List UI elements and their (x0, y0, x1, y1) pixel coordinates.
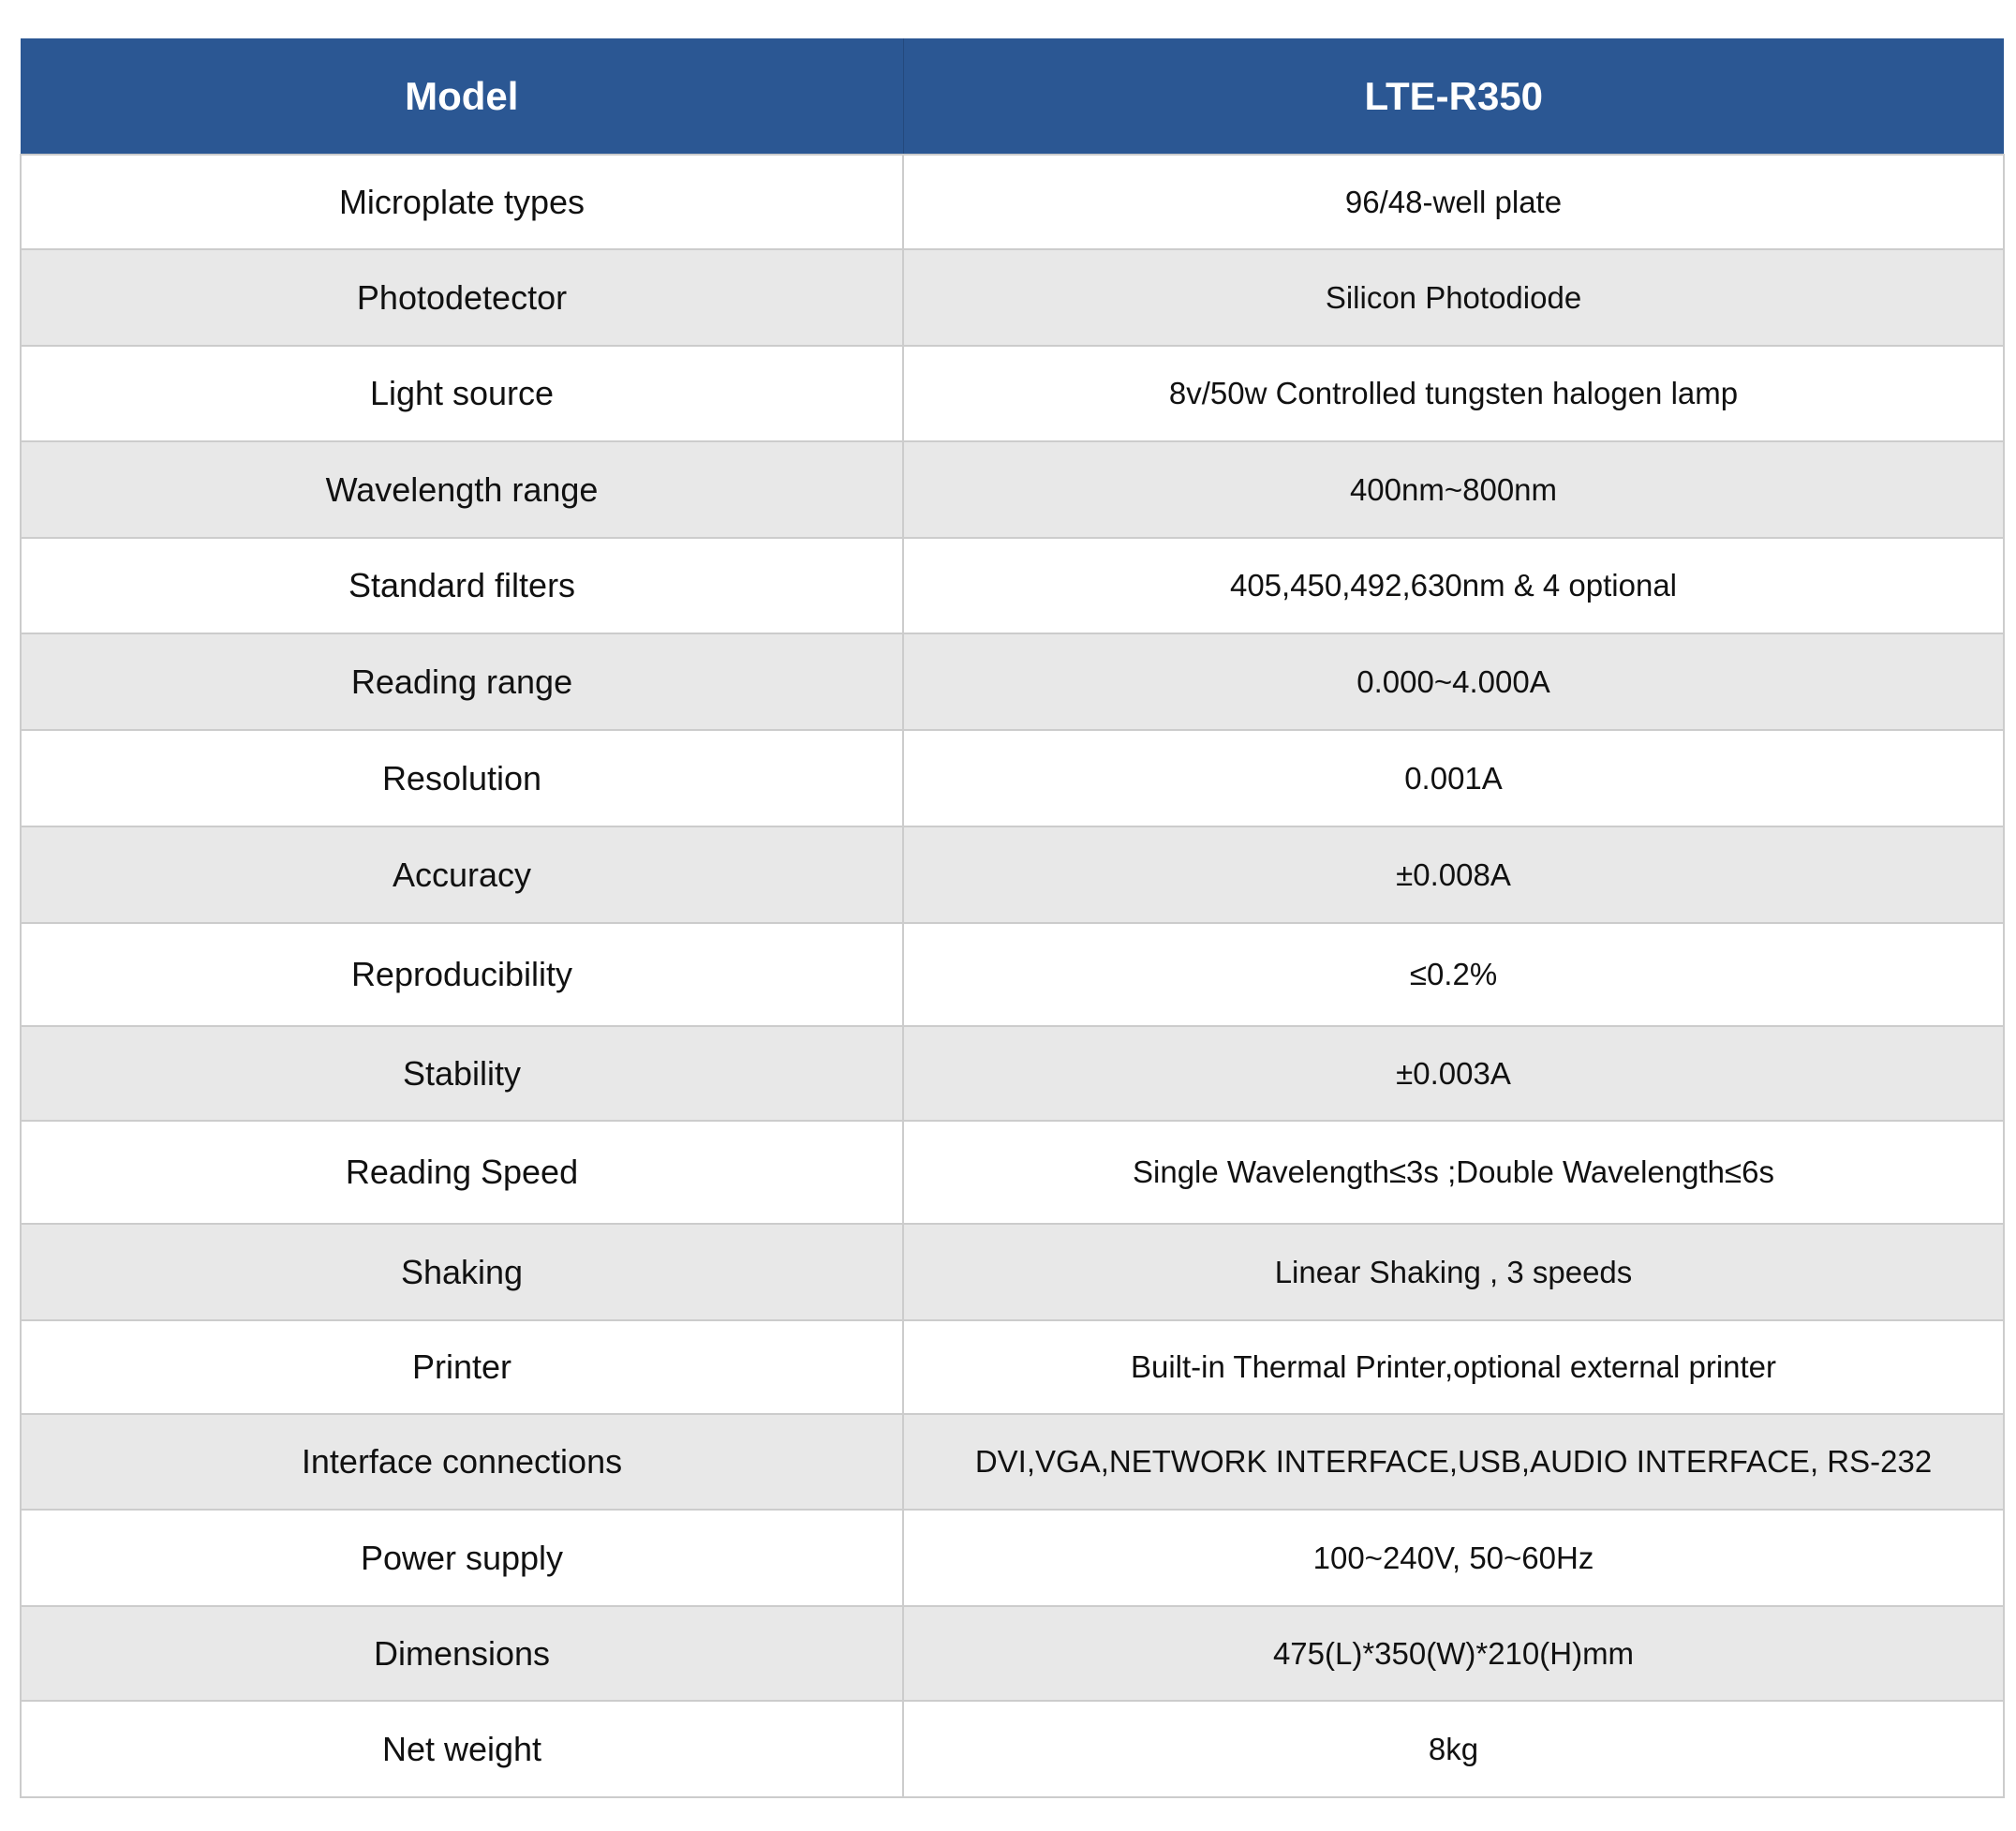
spec-value: Single Wavelength≤3s ;Double Wavelength≤6s (903, 1121, 2004, 1224)
table-row (21, 538, 2004, 633)
spec-label: Light source (21, 346, 903, 441)
table-row (21, 1320, 2004, 1414)
header-row (21, 38, 2004, 155)
spec-value: ±0.003A (903, 1026, 2004, 1121)
spec-label: Power supply (21, 1510, 903, 1606)
spec-value: 96/48-well plate (903, 155, 2004, 249)
table-row (21, 441, 2004, 538)
table-row (21, 1606, 2004, 1701)
header-model-value: LTE-R350 (903, 38, 2004, 155)
table-row (21, 1026, 2004, 1121)
spec-label: Microplate types (21, 155, 903, 249)
spec-value: 0.000~4.000A (903, 633, 2004, 730)
spec-value: 8v/50w Controlled tungsten halogen lamp (903, 346, 2004, 441)
table-row (21, 249, 2004, 346)
spec-label: Stability (21, 1026, 903, 1121)
spec-label: Resolution (21, 730, 903, 826)
spec-value: 8kg (903, 1701, 2004, 1797)
spec-label: Shaking (21, 1224, 903, 1320)
spec-value: ≤0.2% (903, 923, 2004, 1026)
table-row (21, 1701, 2004, 1797)
table-row (21, 1414, 2004, 1510)
spec-label: Wavelength range (21, 441, 903, 538)
table-row (21, 1224, 2004, 1320)
spec-value: 0.001A (903, 730, 2004, 826)
spec-label: Reading Speed (21, 1121, 903, 1224)
spec-label: Photodetector (21, 249, 903, 346)
spec-label: Reading range (21, 633, 903, 730)
spec-label: Interface connections (21, 1414, 903, 1510)
table-row (21, 155, 2004, 249)
spec-label: Printer (21, 1320, 903, 1414)
spec-label: Net weight (21, 1701, 903, 1797)
table-row (21, 633, 2004, 730)
table-row (21, 730, 2004, 826)
spec-table (20, 38, 2005, 1798)
spec-label: Accuracy (21, 826, 903, 923)
spec-value: Built-in Thermal Printer,optional external printer (903, 1320, 2004, 1414)
spec-label: Standard filters (21, 538, 903, 633)
table-row (21, 346, 2004, 441)
spec-value: ±0.008A (903, 826, 2004, 923)
spec-value: 405,450,492,630nm & 4 optional (903, 538, 2004, 633)
spec-value: 475(L)*350(W)*210(H)mm (903, 1606, 2004, 1701)
spec-value: 400nm~800nm (903, 441, 2004, 538)
spec-label: Dimensions (21, 1606, 903, 1701)
spec-value: DVI,VGA,NETWORK INTERFACE,USB,AUDIO INTERFACE, RS-232 (903, 1414, 2004, 1510)
table-row (21, 923, 2004, 1026)
spec-value: 100~240V, 50~60Hz (903, 1510, 2004, 1606)
spec-value: Linear Shaking , 3 speeds (903, 1224, 2004, 1320)
spec-value: Silicon Photodiode (903, 249, 2004, 346)
table-row (21, 826, 2004, 923)
header-model-label: Model (21, 38, 903, 155)
table-row (21, 1510, 2004, 1606)
spec-label: Reproducibility (21, 923, 903, 1026)
table-row (21, 1121, 2004, 1224)
